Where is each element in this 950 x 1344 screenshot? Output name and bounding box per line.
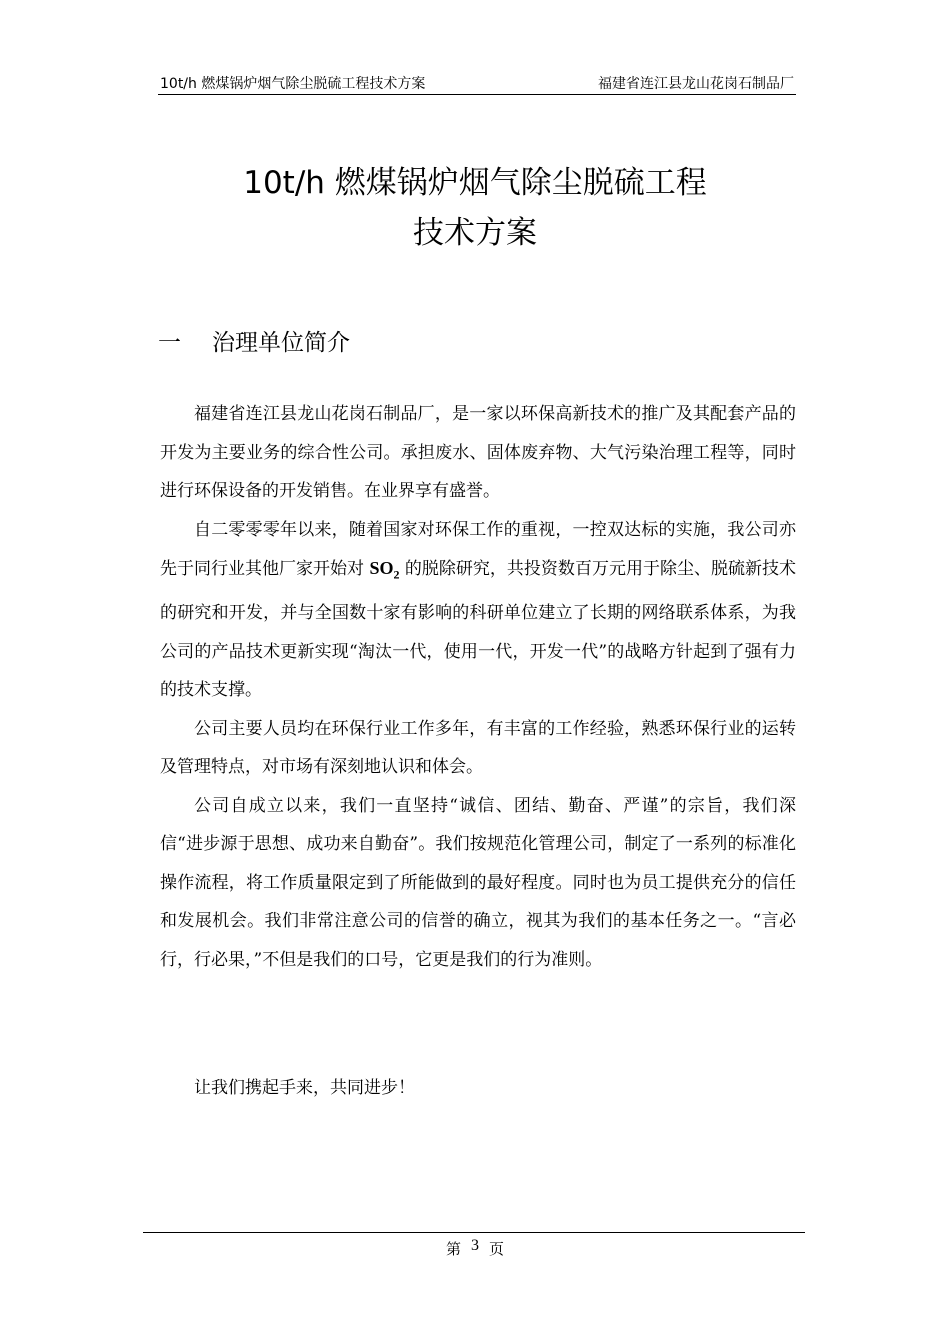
so2-formula (369, 558, 400, 582)
footer-prefix: 第 (445, 1240, 461, 1258)
title-line-1: 10t/h 燃煤锅炉烟气除尘脱硫工程 (243, 165, 707, 201)
formula-so: SO (369, 558, 394, 578)
paragraph-4: 公司自成立以来，我们一直坚持“诚信、团结、勤奋、严谨”的宗旨，我们深信“进步源于思想、成功来自勤奋”。我们按规范化管理公司，制定了一系列的标准化操作流程，将工作质量限定到了所能做到的最好程度。同时也为员工提供充分的信任和发展机会。我们非常注意公司的信誉的确立，视其为我们的基本任务之一。“言必行，行必果，”不但是我们的口号，它更是我们的行为准则。 (160, 795, 796, 970)
paragraph-2 (160, 511, 796, 710)
header-document-title: 10t/h 燃煤锅炉烟气除尘脱硫工程技术方案 (160, 76, 426, 92)
closing-line: 让我们携起手来，共同进步！ (194, 1078, 415, 1098)
section-title: 治理单位简介 (212, 330, 350, 356)
footer-suffix: 页 (489, 1240, 505, 1258)
body-text (160, 395, 796, 979)
page-header (158, 72, 796, 95)
paragraph-2-text-a: 自二零零零年以来，随着国家对环保工作的重视，一控双达标的实施，我公司亦先于同行业其他厂家开始对 (160, 519, 796, 579)
section-number: 一 (158, 330, 181, 356)
paragraph-2-text-b: 的脱除研究，共投资数百万元用于除尘、脱硫新技术的研究和开发，并与全国数十家有影响的科研单位建立了长期的网络联系体系，为我公司的产品技术更新实现“淘汰一代，使用一代，开发一代”的战略方针起到了强有力的技术支撑。 (160, 559, 796, 701)
header-company-name: 福建省连江县龙山花岗石制品厂 (598, 76, 794, 92)
page-number: 3 (471, 1237, 479, 1254)
paragraph-3: 公司主要人员均在环保行业工作多年，有丰富的工作经验，熟悉环保行业的运转及管理特点，对市场有深刻地认识和体会。 (160, 718, 796, 778)
paragraph-1: 福建省连江县龙山花岗石制品厂，是一家以环保高新技术的推广及其配套产品的开发为主要业务的综合性公司。承担废水、固体废弃物、大气污染治理工程等，同时进行环保设备的开发销售。在业界享有盛誉。 (160, 404, 796, 501)
section-heading (158, 328, 350, 358)
footer-divider (143, 1232, 805, 1233)
title-line-2: 技术方案 (413, 215, 537, 251)
formula-subscript: 2 (393, 567, 400, 582)
page-footer (0, 1238, 950, 1259)
document-title (0, 158, 950, 258)
